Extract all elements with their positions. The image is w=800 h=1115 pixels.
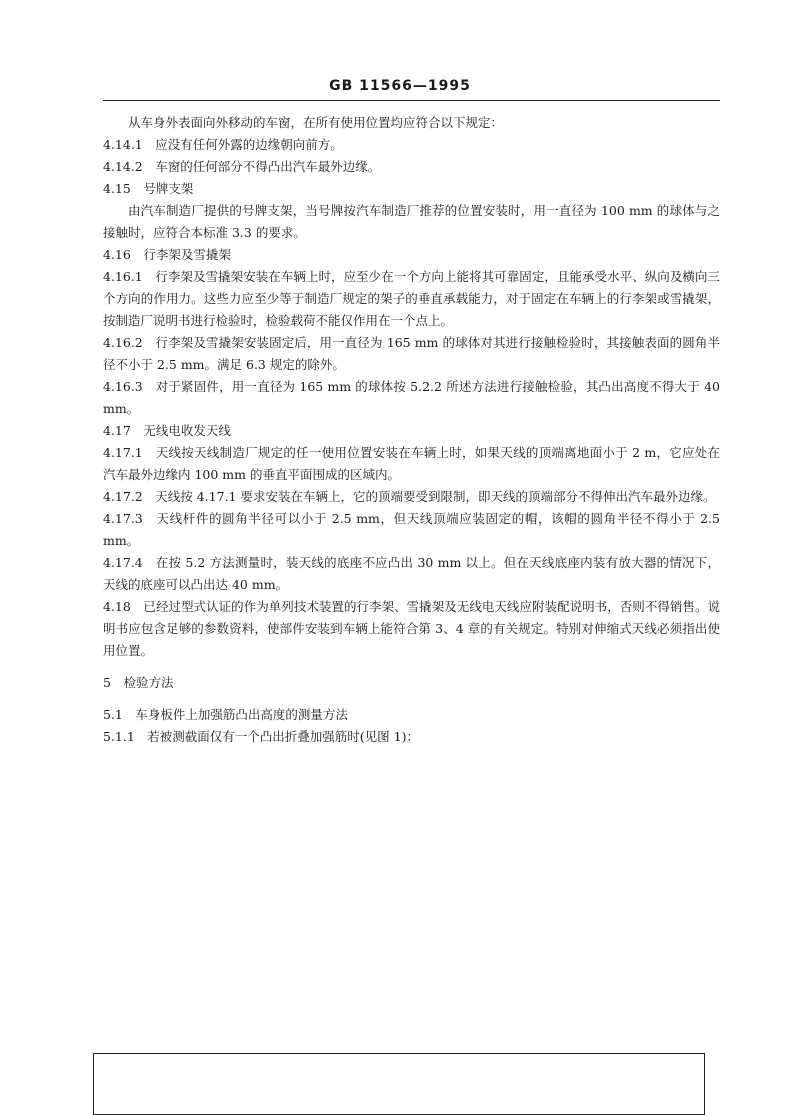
heading-4-17: 4.17 无线电收发天线: [103, 423, 231, 438]
header-rule: [103, 100, 720, 101]
section-gap: [103, 662, 720, 672]
heading-5-1: 5.1 车身板件上加强筋凸出高度的测量方法: [103, 707, 348, 722]
heading-4-16: 4.16 行李架及雪撬架: [103, 247, 231, 262]
clause-4-14-1: 4.14.1 应没有任何外露的边缘朝向前方。: [103, 137, 343, 152]
clause-4-18: 4.18 已经过型式认证的作为单列技术装置的行李架、雪撬架及无线电天线应附装配说明书，否则不得销售。说明书应包含足够的参数资料，使部件安装到车辆上能符合第 3、4 章的有关规定。特别对伸缩式天线必须指出使用位置。: [103, 599, 720, 658]
heading-4-15: 4.15 号牌支架: [103, 181, 194, 196]
document-body: [103, 112, 720, 748]
paragraph-intro: 从车身外表面向外移动的车窗，在所有使用位置均应符合以下规定：: [128, 115, 504, 130]
clause-4-17-3: 4.17.3 天线杆件的圆角半径可以小于 2.5 mm，但天线顶端应装固定的帽，该帽的圆角半径不得小于 2.5 mm。: [103, 511, 720, 548]
clause-4-15-body: 由汽车制造厂提供的号牌支架，当号牌按汽车制造厂推荐的位置安装时，用一直径为 100 mm 的球体与之接触时，应符合本标准 3.3 的要求。: [103, 203, 720, 240]
section-gap: [103, 694, 720, 704]
figure-frame: [93, 1053, 705, 1115]
clause-4-17-1: 4.17.1 天线按天线制造厂规定的任一使用位置安装在车辆上时，如果天线的顶端离地面小于 2 m，它应处在汽车最外边缘内 100 mm 的垂直平面围成的区域内。: [103, 445, 720, 482]
heading-section-5: 5 检验方法: [103, 675, 174, 690]
clause-4-16-3: 4.16.3 对于紧固件，用一直径为 165 mm 的球体按 5.2.2 所述方法进行接触检验，其凸出高度不得大于 40 mm。: [103, 379, 720, 416]
clause-4-16-2: 4.16.2 行李架及雪撬架安装固定后，用一直径为 165 mm 的球体对其进行接触检验时，其接触表面的圆角半径不小于 2.5 mm。满足 6.3 规定的除外。: [103, 335, 720, 372]
page-header: GB 11566—1995: [329, 78, 471, 94]
clause-4-17-4: 4.17.4 在按 5.2 方法测量时，装天线的底座不应凸出 30 mm 以上。但在天线底座内装有放大器的情况下，天线的底座可以凸出达 40 mm。: [103, 555, 720, 592]
clause-4-14-2: 4.14.2 车窗的任何部分不得凸出汽车最外边缘。: [103, 159, 381, 174]
clause-4-17-2: 4.17.2 天线按 4.17.1 要求安装在车辆上，它的顶端要受到限制，即天线的顶端部分不得伸出汽车最外边缘。: [103, 489, 716, 504]
clause-4-16-1: 4.16.1 行李架及雪撬架安装在车辆上时，应至少在一个方向上能将其可靠固定，且能承受水平、纵向及横向三个方向的作用力。这些力应至少等于制造厂规定的架子的垂直承载能力，对于固定在车辆上的行李架或雪撬架，按制造厂说明书进行检验时，检验载荷不能仅作用在一个点上。: [103, 269, 720, 328]
clause-5-1-1: 5.1.1 若被测截面仅有一个凸出折叠加强筋时(见图 1)：: [103, 729, 419, 744]
